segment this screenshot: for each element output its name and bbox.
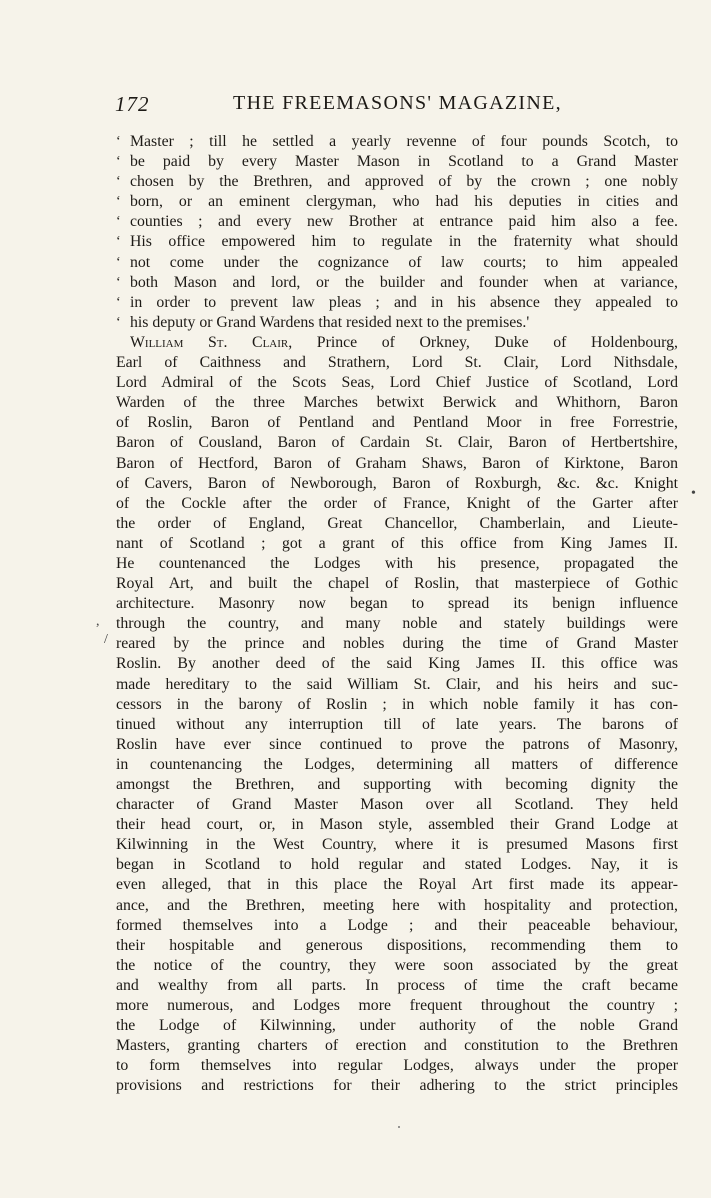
text-line: amongst the Brethren, and supporting with becoming dignity the — [116, 776, 678, 793]
text-line: Masters, granting charters of erection and constitution to the Brethren — [116, 1037, 678, 1055]
text-line: the notice of the country, they were soon associated by the great — [116, 956, 678, 974]
text-line: to form themselves into regular Lodges, always under the proper — [116, 1057, 678, 1075]
text-line: the order of England, Great Chancellor, Chamberlain, and Lieute- — [116, 514, 678, 532]
text-line: even alleged, that in this place the Royal Art first made its appear- — [116, 876, 678, 894]
text-line: cessors in the barony of Roslin ; in which noble family it has con- — [116, 695, 678, 713]
text-line: He countenanced the Lodges with his presence, propagated the — [116, 554, 678, 572]
quoted-passage — [116, 132, 678, 333]
text-line: through the country, and many noble and stately buildings were — [116, 615, 678, 633]
text-line: of Roslin, Baron of Pentland and Pentland Moor in free Forrestrie, — [116, 414, 678, 432]
text-line: reared by the prince and nobles during the time of Grand Master — [116, 635, 678, 653]
text-line: Earl of Caithness and Strathern, Lord St. Clair, Lord Nithsdale, — [116, 354, 678, 372]
text-line: in countenancing the Lodges, determining all matters of difference — [116, 755, 678, 773]
text-line: nant of Scotland ; got a grant of this office from King James II. — [116, 534, 678, 552]
margin-tick: / — [104, 632, 108, 647]
person-name: William St. Clair, — [130, 333, 293, 351]
quoted-line: ‘ not come under the cognizance of law courts; to him appealed — [116, 253, 678, 273]
text-line: Royal Art, and built the chapel of Roslin, that masterpiece of Gothic — [116, 575, 678, 593]
text-line: Roslin. By another deed of the said King James II. this office was — [116, 655, 678, 673]
text-line: their head court, or, in Mason style, assembled their Grand Lodge at — [116, 816, 678, 834]
page-speck — [398, 1126, 400, 1128]
quoted-line: ‘ His office empowered him to regulate in the fraternity what should — [116, 232, 678, 252]
quoted-line: ‘ his deputy or Grand Wardens that resided next to the premises.' — [116, 313, 678, 333]
quoted-line: ‘ Master ; till he settled a yearly revenne of four pounds Scotch, to — [116, 132, 678, 152]
text-line: more numerous, and Lodges more frequent throughout the country ; — [116, 997, 678, 1015]
text-line: made hereditary to the said William St. Clair, and his heirs and suc- — [116, 675, 678, 693]
text-line: Baron of Hectford, Baron of Graham Shaws, Baron of Kirktone, Baron — [116, 454, 678, 472]
page-number: 172 — [115, 92, 150, 116]
quoted-line: ‘ in order to prevent law pleas ; and in his absence they appealed to — [116, 293, 678, 313]
text-line: Lord Admiral of the Scots Seas, Lord Chief Justice of Scotland, Lord — [116, 374, 678, 392]
text-line: of the Cockle after the order of France, Knight of the Garter after — [116, 494, 678, 512]
text-line: character of Grand Master Mason over all Scotland. They held — [116, 796, 678, 814]
text-line: and wealthy from all parts. In process of time the craft became — [116, 976, 678, 994]
margin-dot: • — [691, 486, 696, 501]
text-line: the Lodge of Kilwinning, under authority of the noble Grand — [116, 1017, 678, 1035]
body-text — [116, 132, 678, 1097]
quoted-line: ‘ chosen by the Brethren, and approved of by the crown ; one nobly — [116, 172, 678, 192]
text-line: Warden of the three Marches betwixt Berwick and Whithorn, Baron — [116, 394, 678, 412]
text-line: Roslin have ever since continued to prove the patrons of Masonry, — [116, 735, 678, 753]
text-line: ance, and the Brethren, meeting here with hospitality and protection, — [116, 896, 678, 914]
text-line: began in Scotland to hold regular and stated Lodges. Nay, it is — [116, 856, 678, 874]
page-header — [115, 92, 680, 122]
quoted-line: ‘ be paid by every Master Mason in Scotland to a Grand Master — [116, 152, 678, 172]
text-line: Kilwinning in the West Country, where it is presumed Masons first — [116, 836, 678, 854]
margin-tick: , — [96, 614, 100, 629]
text-line: Baron of Cousland, Baron of Cardain St. Clair, Baron of Hertbertshire, — [116, 434, 678, 452]
first-line-text: Prince of Orkney, Duke of Holdenbourg, — [292, 333, 678, 351]
text-line: their hospitable and generous dispositions, recommending them to — [116, 936, 678, 954]
running-title: THE FREEMASONS' MAGAZINE, — [233, 92, 562, 114]
quoted-line: ‘ born, or an eminent clergyman, who had his deputies in cities and — [116, 192, 678, 212]
text-line: provisions and restrictions for their adhering to the strict principles — [116, 1077, 678, 1095]
text-line: of Cavers, Baron of Newborough, Baron of Roxburgh, &c. &c. Knight — [116, 474, 678, 492]
quoted-line: ‘ both Mason and lord, or the builder and founder when at variance, — [116, 273, 678, 293]
text-line: architecture. Masonry now began to spread its benign influence — [116, 595, 678, 613]
paragraph-first-line — [116, 333, 678, 353]
quoted-line: ‘ counties ; and every new Brother at entrance paid him also a fee. — [116, 212, 678, 232]
paragraph-body — [116, 353, 678, 1096]
text-line: formed themselves into a Lodge ; and their peaceable behaviour, — [116, 916, 678, 934]
text-line: tinued without any interruption till of late years. The barons of — [116, 715, 678, 733]
